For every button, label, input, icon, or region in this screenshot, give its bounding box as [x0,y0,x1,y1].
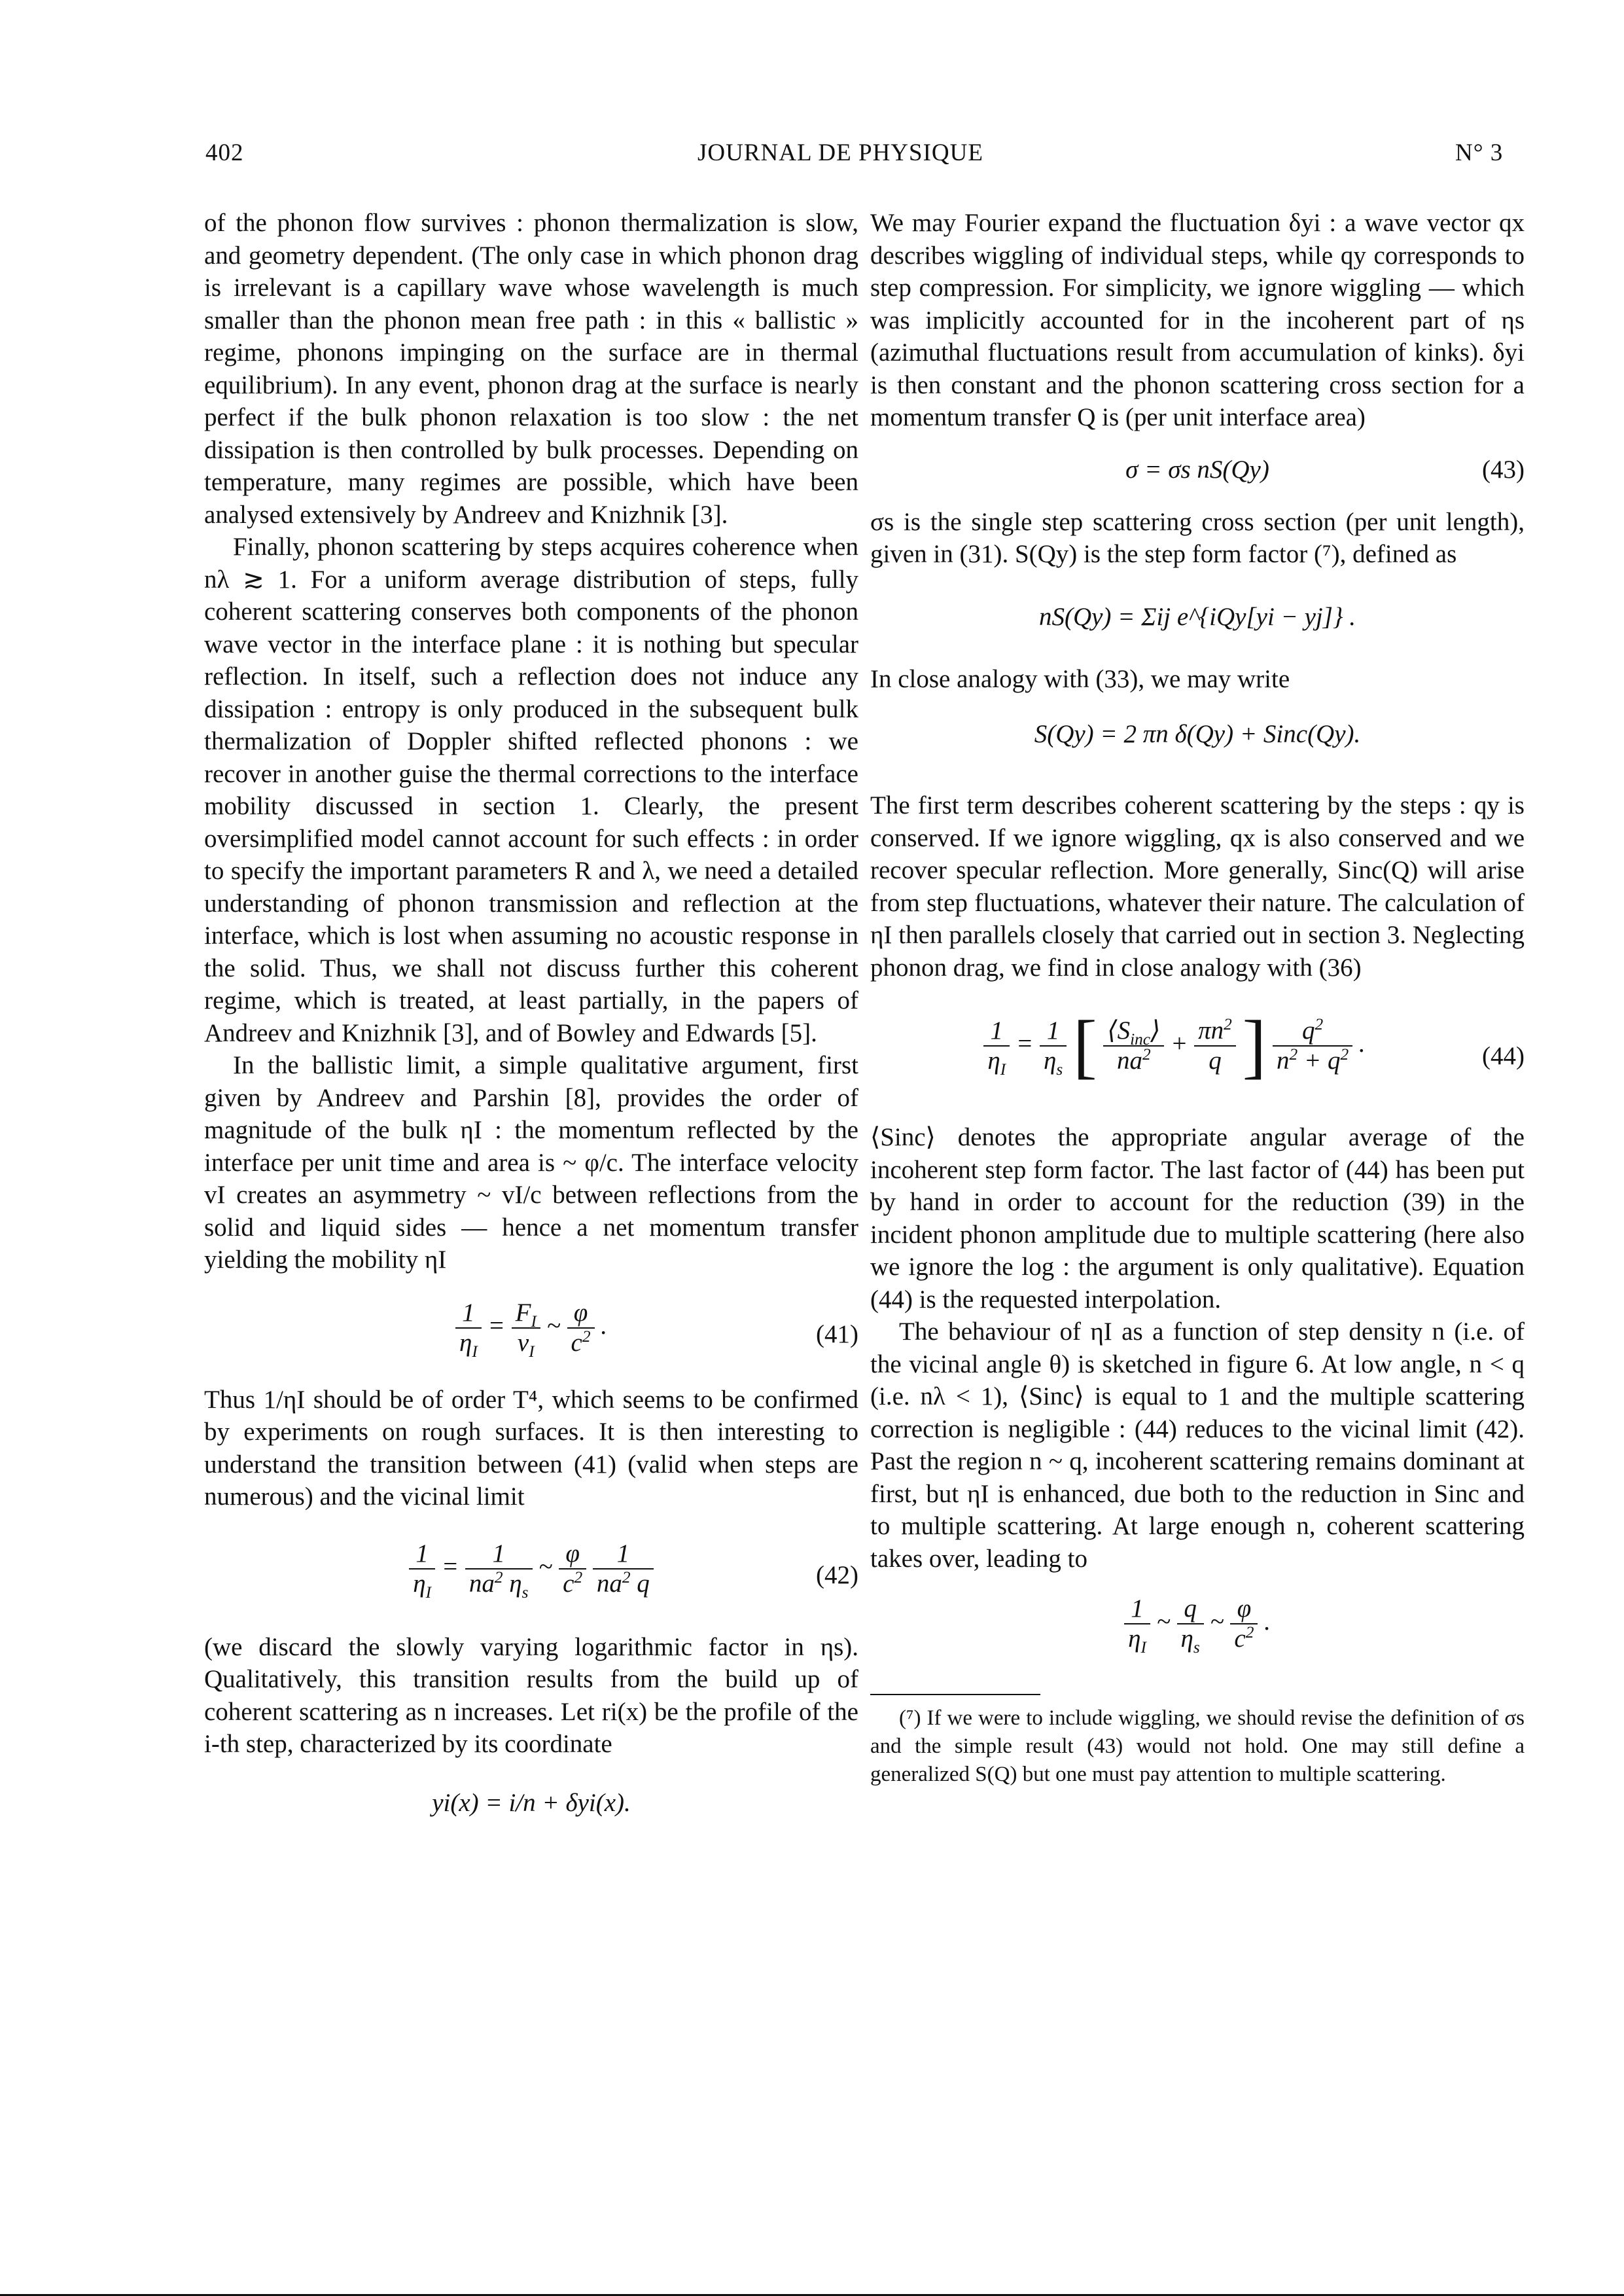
footnote-rule [870,1694,1040,1695]
left-paragraph-2: Finally, phonon scattering by steps acquires coherence when nλ ≳ 1. For a uniform average distribution of steps, fully coherent scattering conserves both components of the phonon wave vector in the interface plane : it is nothing but specular reflection. In itself, such a reflection does not induce any dissipation : entropy is only produced in the subsequent bulk thermalization of Doppler shifted reflected phonons : we recover in another guise the thermal corrections to the interface mobility discussed in section 1. Clearly, the present oversimplified model cannot account for such effects : in order to specify the important parameters R and λ, we need a detailed understanding of phonon transmission and reflection at the interface, which is lost when assuming no acoustic response in the solid. Thus, we shall not discuss further this coherent regime, which is treated, at least partially, in the papers of Andreev and Knizhnik [3], and of Bowley and Edwards [5]. [204,533,858,1047]
equation-large-n: $\frac{1}{\eta_I}$ ~ $\frac{q}{\eta_s}$ ~ $\frac{\varphi}{c^2}$ . [870,1594,1525,1653]
left-paragraph-4: Thus 1/ηI should be of order T⁴, which seems to be confirmed by experiments on rough surfaces. It is then interesting to understand the transition between (41) (valid when steps are numerous) and the vicinal limit [204,1385,858,1511]
equation-41-number: (41) [816,1319,858,1348]
equation-42-number: (42) [816,1560,858,1589]
equation-43-body: σ = σs nS(Qy) [1125,455,1269,484]
left-paragraph-3: In the ballistic limit, a simple qualitative argument, first given by Andreev and Parshin [8], provides the order of magnitude of the bulk ηI : the momentum reflected by the interface per unit time and area is ~ φ/c. The interface velocity vI creates an asymmetry ~ vI/c between reflections from the solid and liquid sides — hence a net momentum transfer yielding the mobility ηI [204,1051,858,1274]
right-paragraph-6: The behaviour of ηI as a function of step density n (i.e. of the vicinal angle θ) is sketched in figure 6. At low angle, n < q (i.e. nλ < 1), ⟨Sinc⟩ is equal to 1 and the multiple scattering correction is negligible : (44) reduces to the vicinal limit (42). Past the region n ~ q, incoherent scattering remains dominant at first, but ηI is enhanced, due both to the reduction in Sinc and to multiple scattering. At large enough n, coherent scattering takes over, leading to [870,1318,1525,1573]
right-column [870,207,1525,1789]
equation-44-number: (44) [1482,1042,1525,1070]
footnote-7: (⁷) If we were to include wiggling, we should revise the definition of σs and the simple result (43) would not hold. One may still define a generalized S(Q) but one must pay attention to multiple scattering. [870,1706,1525,1786]
equation-44: $\frac{1}{\eta_I}$ = $\frac{1}{\eta_s}$ [ $\frac{⟨S_{inc}⟩}{na^2}$ + $\frac{\pi n^2}{q}$ ] $\frac{q^2}{n^2 + q^2}$ . (44) [870,997,1525,1121]
right-paragraph-2: σs is the single step scattering cross section (per unit length), given in (31). S(Qy) is the step form factor (⁷), defined as [870,507,1525,568]
left-paragraph-1: of the phonon flow survives : phonon thermalization is slow, and geometry dependent. (The only case in which phonon drag is irrelevant is a capillary wave whose wavelength is much smaller than the phonon mean free path : in this « ballistic » regime, phonons impinging on the surface are in thermal equilibrium). In any event, phonon drag at the surface is nearly perfect if the bulk phonon relaxation is too slow : the net dissipation is then controlled by bulk processes. Depending on temperature, many regimes are possible, which have been analysed extensively by Andreev and Knizhnik [3]. [204,209,858,529]
equation-43 [870,447,1525,506]
equation-43-number: (43) [1482,455,1525,484]
issue-number: N° 3 [1455,139,1504,166]
equation-41: $\frac{1}{\eta_I}$ = $\frac{F_I}{v_I}$ ~ $\frac{\varphi}{c^2}$ . (41) [204,1285,858,1384]
left-paragraph-5: (we discard the slowly varying logarithmic factor in ηs). Qualitatively, this transition results from the build up of coherent scattering as n increases. Let ri(x) be the profile of the i-th step, characterized by its coordinate [204,1632,858,1758]
equation-s-decomposition: S(Qy) = 2 πn δ(Qy) + Sinc(Qy). [1034,719,1361,748]
equation-form-factor: nS(Qy) = Σij e^{iQy[yi − yj]} . [1038,602,1356,631]
journal-title: JOURNAL DE PHYSIQUE [697,139,983,166]
right-paragraph-1: We may Fourier expand the fluctuation δyi : a wave vector qx describes wiggling of individual steps, while qy corresponds to step compression. For simplicity, we ignore wiggling — which was implicitly accounted for in the incoherent part of ηs (azimuthal fluctuations result from accumulation of kinks). δyi is then constant and the phonon scattering cross section for a momentum transfer Q is (per unit interface area) [870,209,1525,431]
left-column [204,207,858,1819]
equation-yi: yi(x) = i/n + δyi(x). [432,1788,631,1817]
right-paragraph-3: In close analogy with (33), we may write [870,665,1290,693]
page-number: 402 [205,139,244,166]
right-paragraph-5: ⟨Sinc⟩ denotes the appropriate angular average of the incoherent step form factor. The last factor of (44) has been put by hand in order to account for the reduction (39) in the incident phonon amplitude due to multiple scattering (here also we ignore the log : the argument is only qualitative). Equation (44) is the requested interpolation. [870,1123,1525,1314]
right-paragraph-4: The first term describes coherent scattering by the steps : qy is conserved. If we ignore wiggling, qx is also conserved and we recover specular reflection. More generally, Sinc(Q) will arise from step fluctuations, whatever their nature. The calculation of ηI then parallels closely that carried out in section 3. Neglecting phonon drag, we find in close analogy with (36) [870,791,1525,982]
equation-42: $\frac{1}{\eta_I}$ = $\frac{1}{na^2 \eta_s}$ ~ $\frac{\varphi}{c^2}$ $\frac{1}{na^2 q}$ (42) [204,1520,858,1631]
